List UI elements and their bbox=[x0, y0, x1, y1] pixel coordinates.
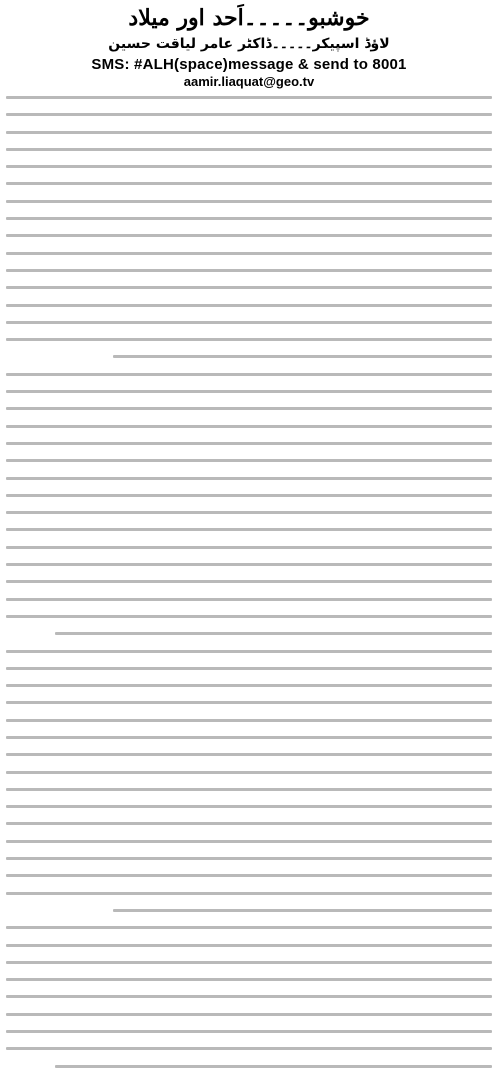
body-text bbox=[6, 96, 492, 1068]
column-header bbox=[6, 4, 492, 90]
sms-line: SMS: #ALH(space)message & send to 8001 bbox=[91, 56, 407, 73]
paragraph bbox=[6, 650, 492, 912]
paragraph bbox=[6, 96, 492, 358]
email-address: aamir.liaquat@geo.tv bbox=[183, 74, 315, 89]
headline: خوشبو۔۔۔۔۔اَحد اور میلاد bbox=[128, 5, 370, 31]
byline: لاؤڈ اسپیکر۔۔۔۔۔ڈاکٹر عامر لیاقت حسین bbox=[108, 36, 390, 52]
paragraph bbox=[6, 373, 492, 635]
paragraph bbox=[6, 926, 492, 1067]
